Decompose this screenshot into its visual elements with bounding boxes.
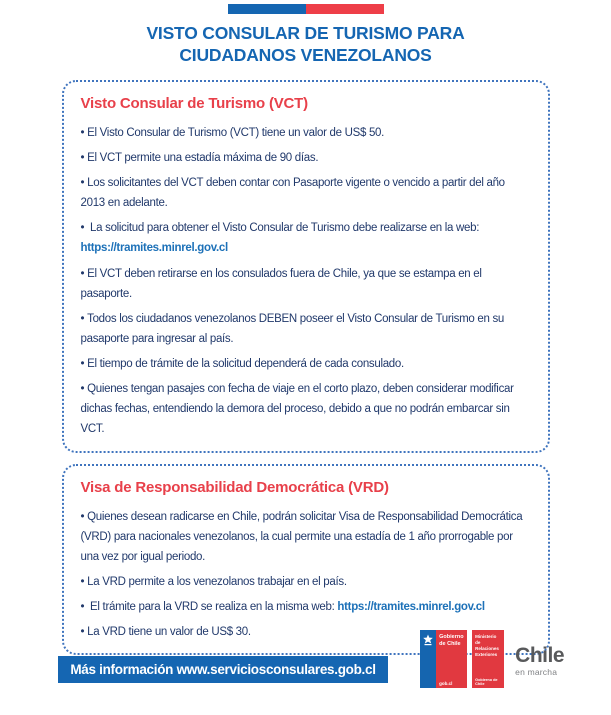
bullet-text: El tiempo de trámite de la solicitud dependerá de cada consulado. [87, 358, 404, 370]
gobierno-de-chile-logo [420, 630, 467, 688]
vct-bullet-1 [81, 123, 532, 143]
tramites-minrel-link[interactable]: https://tramites.minrel.gov.cl [337, 601, 485, 613]
bullet-text: La VRD tiene un valor de US$ 30. [87, 626, 251, 639]
vct-heading: Visto Consular de Turismo (VCT) [80, 94, 308, 112]
bullet-text: Todos los ciudadanos venezolanos DEBEN poseer el Visto Consular de Turismo en su pasaporte para ingresar al país. [80, 312, 504, 345]
tramites-minrel-link[interactable]: https://tramites.minrel.gov.cl [80, 242, 228, 255]
gobierno-logo-gobcl: gob.cl [439, 681, 453, 686]
ministerio-logo-bottom: Gobierno de Chile [475, 678, 498, 686]
brand-name: Chile [515, 644, 564, 667]
ministerio-relaciones-exteriores-logo [472, 630, 504, 688]
flag-blue-segment [228, 4, 306, 14]
vrd-bullet-3 [81, 597, 532, 617]
bullet-text: El trámite para la VRD se realiza en la misma web: [90, 601, 338, 613]
bullet-text: Quienes desean radicarse en Chile, podrán solicitar Visa de Responsabilidad Democrática (VRD) para nacionales venezolanos, la cual permite una estadía de 1 año prorrogable por una vez por igual periodo. [80, 510, 523, 563]
page-title [0, 23, 611, 67]
bullet-text: La VRD permite a los venezolanos trabajar en el país. [87, 575, 347, 588]
more-info-banner [58, 656, 388, 683]
bullet-text: El Visto Consular de Turismo (VCT) tiene un valor de US$ 50. [87, 126, 385, 139]
vrd-bullet-1 [81, 507, 532, 567]
vct-bullet-2 [81, 148, 532, 168]
vct-bullet-6 [81, 309, 532, 349]
ministerio-logo-line1: Ministerio de [475, 634, 497, 646]
vrd-bullet-2 [81, 572, 532, 592]
vct-section [62, 80, 550, 453]
flag-red-segment [306, 4, 384, 14]
bullet-text: El VCT permite una estadía máxima de 90 días. [87, 151, 319, 164]
vrd-heading: Visa de Responsabilidad Democrática (VRD) [80, 478, 389, 496]
chile-flag-bar [228, 4, 384, 14]
footer [0, 627, 611, 715]
bullet-text: Quienes tengan pasajes con fecha de viaje en el corto plazo, deben considerar modificar dichas fechas, entendiendo la demora del proceso, debido a que no podrán embarcar sin VCT. [80, 383, 514, 436]
gobierno-logo-red-column [436, 630, 467, 688]
gobierno-logo-line2: de Chile [439, 640, 461, 647]
vct-bullet-3 [81, 173, 532, 213]
bullet-text: Los solicitantes del VCT deben contar con Pasaporte vigente o vencido a partir del año 2013 en adelante. [80, 177, 505, 210]
brand-tagline: en marcha [515, 667, 558, 677]
document-header [0, 4, 611, 67]
logos [420, 630, 564, 688]
page-title-line1: VISTO CONSULAR DE TURISMO PARA [146, 23, 465, 43]
gobierno-logo-blue-column [420, 630, 436, 688]
page-title-line2: CIUDADANOS VENEZOLANOS [179, 44, 432, 65]
bullet-text: La solicitud para obtener el Visto Consular de Turismo debe realizarse en la web: [90, 222, 480, 235]
gobierno-logo-line1: Gobierno [439, 634, 464, 640]
ministerio-logo-line3: Exteriores [475, 652, 498, 658]
vct-bullet-8 [81, 379, 532, 439]
vct-bullet-7 [81, 354, 532, 374]
bullet-text: El VCT deben retirarse en los consulados fuera de Chile, ya que se estampa en el pasaporte. [80, 267, 482, 300]
vct-bullet-4 [81, 218, 532, 258]
ministerio-logo-line2: Relaciones [475, 646, 499, 652]
vct-bullet-5 [81, 264, 532, 304]
chile-en-marcha-brand [515, 630, 564, 677]
chile-coat-of-arms-icon [422, 634, 434, 646]
more-info-text: Más información www.serviciosconsulares.gob.cl [70, 662, 376, 677]
